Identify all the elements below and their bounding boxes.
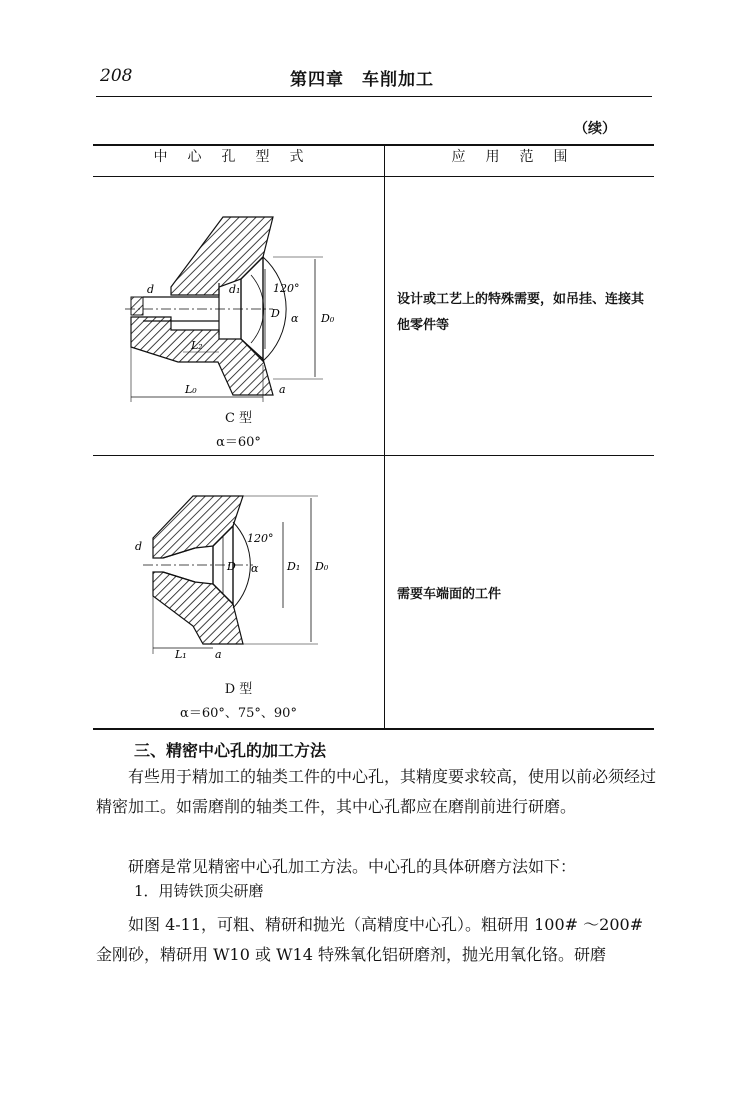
page-number: 208	[100, 66, 133, 86]
application-text: 需要车端面的工件	[397, 587, 502, 602]
paragraph-3: 如图 4-11，可粗、精研和抛光（高精度中心孔）。粗研用 100# ～200# 金刚砂，精研用 W10 或 W14 特殊氧化铝研磨剂，抛光用氧化铬。研磨	[96, 915, 644, 964]
type-cell-d	[93, 456, 385, 730]
application-cell-d	[385, 456, 655, 730]
table-row	[93, 177, 654, 456]
subheading: 1．用铸铁顶尖研磨	[134, 882, 264, 900]
label-L2: L₂	[191, 339, 203, 352]
alpha-value: α＝60°、75°、90°	[180, 706, 297, 721]
table-header-row	[93, 145, 654, 177]
chapter-title: 第四章 车削加工	[290, 70, 434, 90]
label-D: D	[227, 560, 236, 573]
label-d: d	[147, 283, 155, 296]
header-application: 应用范围	[385, 145, 655, 177]
type-label: C 型	[224, 411, 253, 426]
application-cell-c	[385, 177, 655, 456]
table-row	[93, 456, 654, 730]
alpha-value: α＝60°	[216, 435, 261, 450]
label-angle: 120°	[247, 532, 274, 545]
label-D: D	[271, 307, 280, 320]
label-D0: D₀	[321, 312, 335, 325]
paragraph-1: 有些用于精加工的轴类工件的中心孔，其精度要求较高，使用以前必须经过精密加工。如需磨削的轴类工件，其中心孔都应在磨削前进行研磨。	[96, 767, 657, 816]
header-type: 中心孔型式	[93, 145, 385, 177]
label-D1: D₁	[287, 560, 301, 573]
label-d1: d₁	[229, 283, 241, 296]
label-alpha: α	[251, 562, 259, 575]
label-L1: L₁	[175, 648, 187, 661]
d-type-center-hole-drawing	[123, 476, 363, 676]
label-a: a	[215, 648, 222, 661]
label-a: a	[279, 383, 286, 396]
c-type-center-hole-drawing	[123, 197, 363, 407]
paragraph-2: 研磨是常见精密中心孔加工方法。中心孔的具体研磨方法如下：	[128, 857, 577, 876]
label-alpha: α	[291, 312, 299, 325]
label-D0: D₀	[315, 560, 329, 573]
center-hole-table	[93, 144, 654, 730]
label-d: d	[135, 540, 143, 553]
type-label: D 型	[224, 682, 253, 697]
section-title: 三、精密中心孔的加工方法	[134, 741, 327, 760]
type-cell-c	[93, 177, 385, 456]
application-text: 设计或工艺上的特殊需要，如吊挂、连接其他零件等	[397, 292, 645, 333]
continued-label: （续）	[574, 121, 616, 137]
label-L0: L₀	[185, 383, 197, 396]
label-angle: 120°	[273, 282, 300, 295]
header-rule	[96, 96, 652, 97]
